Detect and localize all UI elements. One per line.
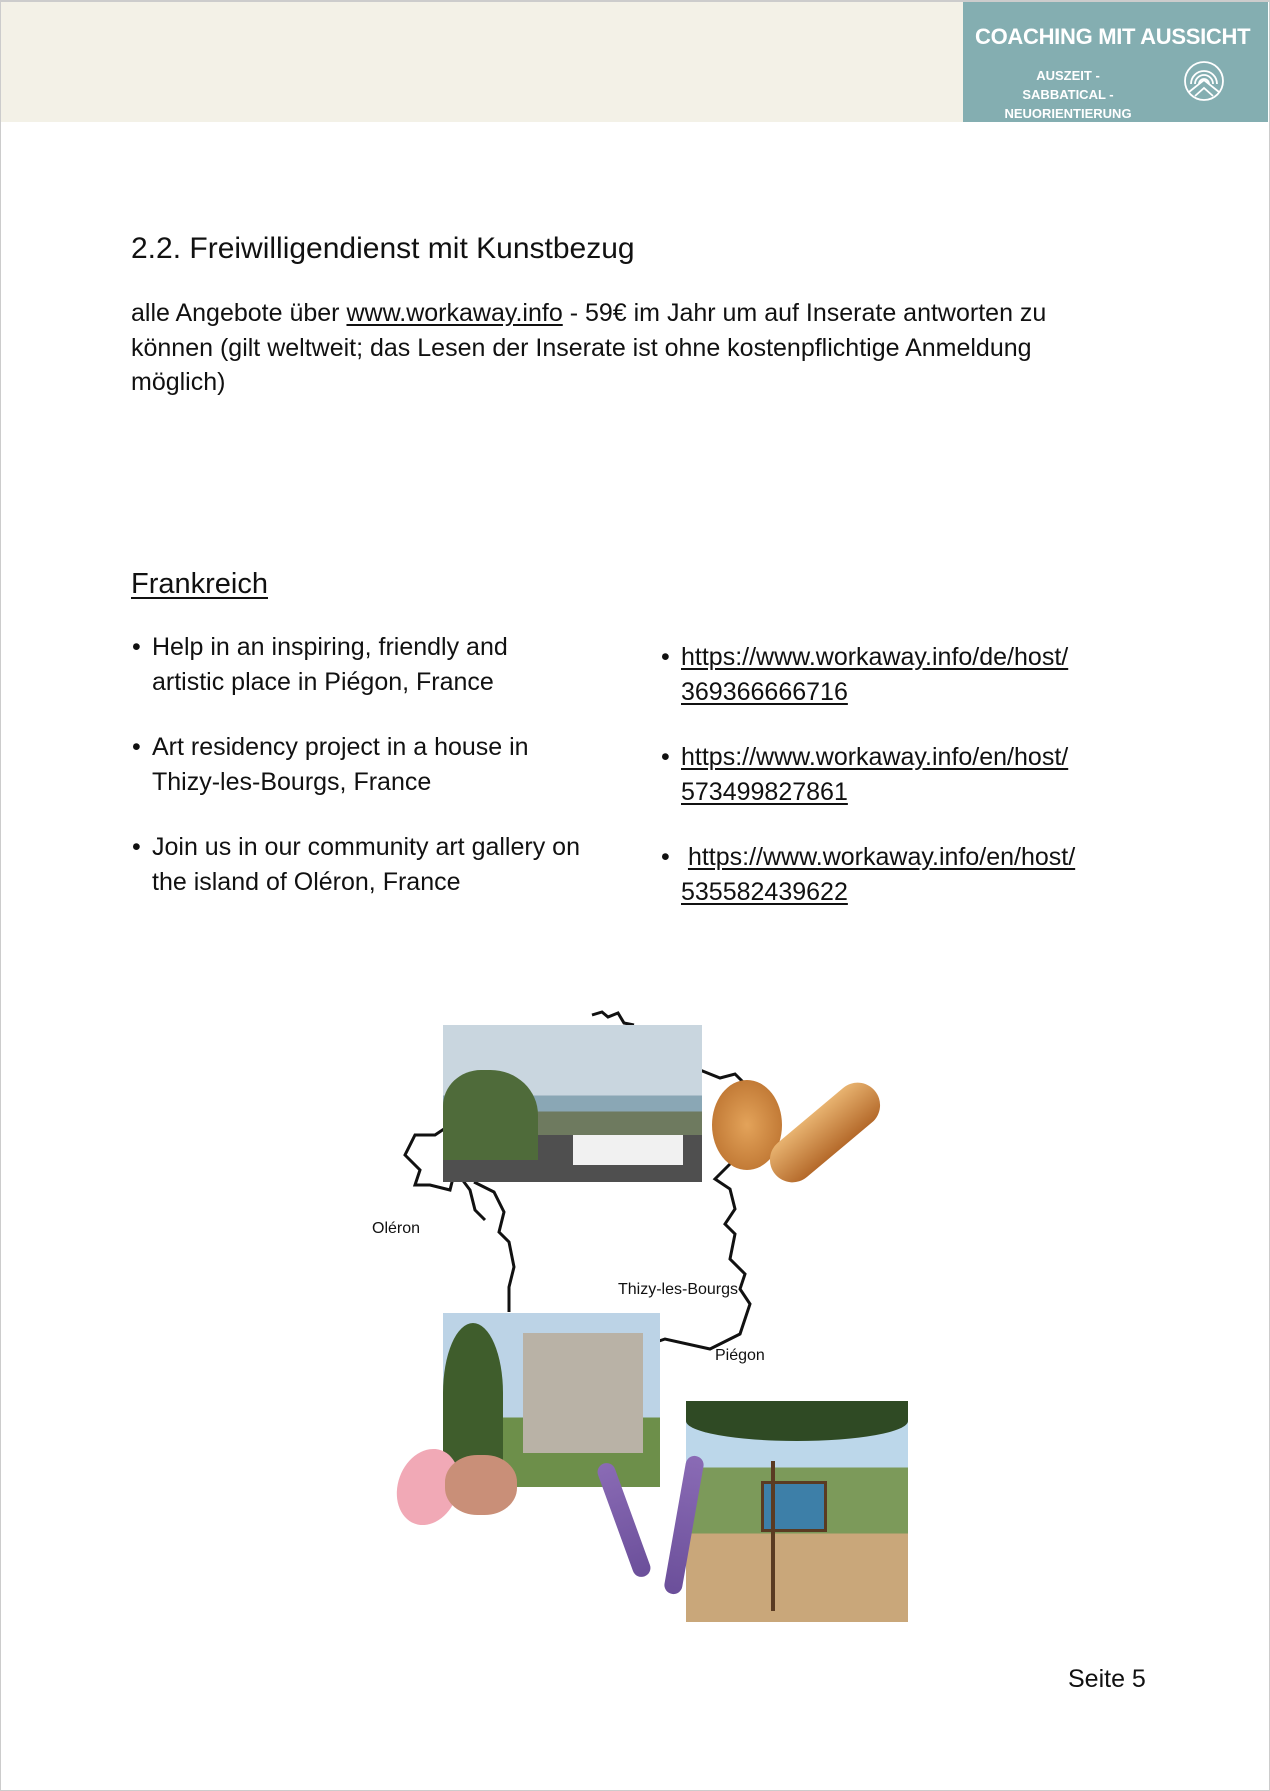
offer-url[interactable]: https://www.workaway.info/de/host/ <box>681 643 1069 671</box>
offer-text: Thizy-les-Bourgs, France <box>152 767 432 796</box>
intro-text: alle Angebote über <box>131 299 347 327</box>
page-number: Seite 5 <box>1068 1665 1146 1693</box>
brand-title: COACHING MIT AUSSICHT <box>975 24 1251 49</box>
workaway-link[interactable]: www.workaway.info <box>346 299 563 327</box>
offer-url[interactable]: https://www.workaway.info/en/host/ <box>687 843 1076 871</box>
map-label-oleron: Oléron <box>372 1220 421 1237</box>
offer-text: Join us in our community art gallery on <box>152 833 580 861</box>
intro-paragraph <box>131 296 1121 400</box>
offer-url[interactable]: https://www.workaway.info/en/host/ <box>681 743 1069 771</box>
intro-text: - 59€ im Jahr um auf Inserate antworten zu können (gilt weltweit; das Lesen der Inserate ist ohne kostenpflichtige Anmeldung möglich) <box>131 299 1047 396</box>
offer-url[interactable]: 573499827861 <box>681 777 848 806</box>
map-label-thizy: Thizy-les-Bourgs <box>618 1281 739 1298</box>
section-title: 2.2. Freiwilligendienst mit Kunstbezug <box>131 232 635 265</box>
macaron-brown-image <box>445 1455 517 1515</box>
country-heading: Frankreich <box>131 568 268 600</box>
offer-text: Help in an inspiring, friendly and <box>152 633 508 661</box>
offer-text: the island of Oléron, France <box>152 867 461 896</box>
brand-subtitle <box>993 66 1143 123</box>
offer-description: • Help in an inspiring, friendly and artistic place in Piégon, France <box>152 630 508 699</box>
offer-link[interactable]: • https://www.workaway.info/en/host/ 535582439622 <box>661 843 1076 906</box>
offer-url[interactable]: 369366666716 <box>681 677 848 706</box>
offer-link[interactable]: • https://www.workaway.info/en/host/ 573499827861 <box>661 743 1069 806</box>
offer-text: artistic place in Piégon, France <box>152 667 494 696</box>
offer-description: • Join us in our community art gallery on the island of Oléron, France <box>152 830 580 899</box>
mountain-sun-logo-icon <box>1183 60 1225 102</box>
offer-url[interactable]: 535582439622 <box>681 877 848 906</box>
photo-piegon-easel <box>686 1401 908 1622</box>
brand-subtitle-line: NEUORIENTIERUNG <box>1004 106 1132 121</box>
offer-text: Art residency project in a house in <box>152 733 529 761</box>
photo-oleron-harbour <box>443 1025 702 1182</box>
map-label-piegon: Piégon <box>715 1347 765 1364</box>
brand-subtitle-line: AUSZEIT - SABBATICAL - <box>1022 68 1114 102</box>
brand-banner <box>963 2 1268 122</box>
offer-description: • Art residency project in a house in Thizy-les-Bourgs, France <box>152 730 529 799</box>
offer-link[interactable]: • https://www.workaway.info/de/host/ 369366666716 <box>661 643 1069 706</box>
